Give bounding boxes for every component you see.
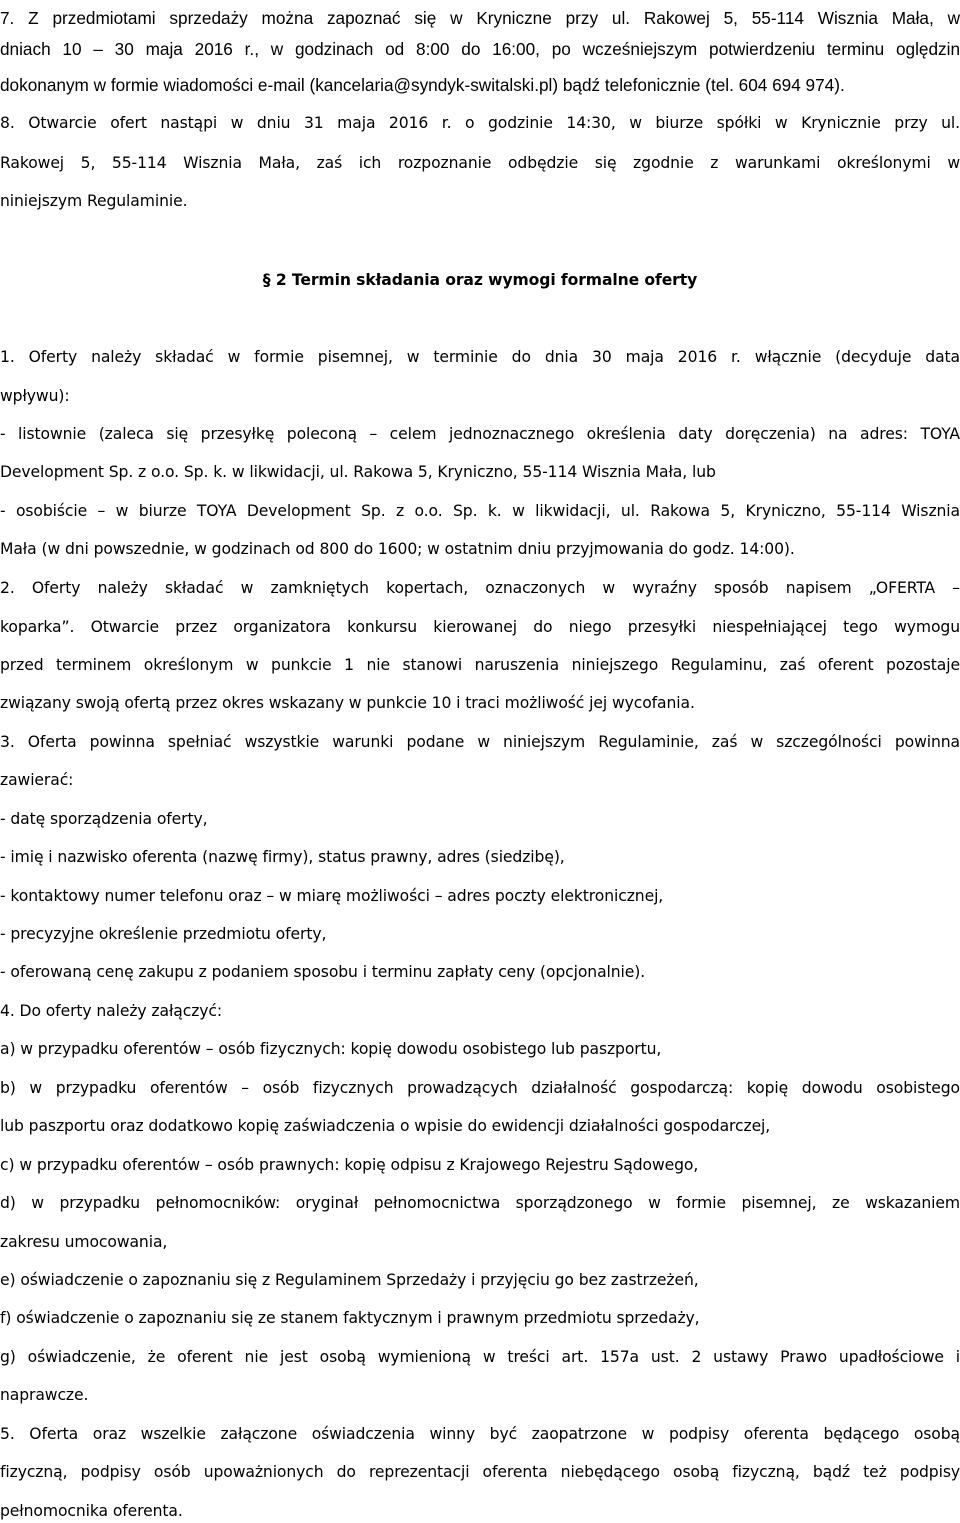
item-1-line-1: 1. Oferty należy składać w formie pisemnej, w terminie do dnia 30 maja 2016 r. włącznie (decyduje data — [0, 348, 960, 366]
item-2-line-2: koparka”. Otwarcie przez organizatora konkursu kierowanej do niego przesyłki niespełniającej tego wymogu — [0, 618, 960, 636]
item-2-line-1: 2. Oferty należy składać w zamkniętych kopertach, oznaczonych w wyraźny sposób napisem „OFERTA – — [0, 579, 960, 597]
item-3-bullet-1: - datę sporządzenia oferty, — [0, 810, 208, 828]
item-1-line-3: - listownie (zaleca się przesyłkę poleconą – celem jednoznacznego określenia daty doręczenia) na adres: TOYA — [0, 425, 960, 443]
item-4-f: f) oświadczenie o zapoznaniu się ze stanem faktycznym i prawnym przedmiotu sprzedaży, — [0, 1309, 700, 1327]
paragraph-7-line-3: dokonanym w formie wiadomości e-mail (kancelaria@syndyk-switalski.pl) bądź telefonicznie (tel. 604 694 974). — [0, 75, 845, 95]
item-4-e: e) oświadczenie o zapoznaniu się z Regulaminem Sprzedaży i przyjęciu go bez zastrzeżeń, — [0, 1271, 699, 1289]
item-3-bullet-3: - kontaktowy numer telefonu oraz – w miarę możliwości – adres poczty elektronicznej, — [0, 887, 664, 905]
paragraph-8-line-3: niniejszym Regulaminie. — [0, 192, 188, 210]
item-3-line-1: 3. Oferta powinna spełniać wszystkie warunki podane w niniejszym Regulaminie, zaś w szczególności powinna — [0, 733, 960, 751]
item-4-d-line-2: zakresu umocowania, — [0, 1233, 168, 1251]
item-4-b-line-1: b) w przypadku oferentów – osób fizycznych prowadzących działalność gospodarczą: kopię dowodu osobistego — [0, 1079, 960, 1097]
paragraph-7-line-2: dniach 10 – 30 maja 2016 r., w godzinach od 8:00 do 16:00, po wcześniejszym potwierdzeniu terminu oględzin — [0, 39, 960, 59]
item-3-bullet-2: - imię i nazwisko oferenta (nazwę firmy), status prawny, adres (siedzibę), — [0, 848, 565, 866]
item-2-line-4: związany swoją ofertą przez okres wskazany w punkcie 10 i traci możliwość jej wycofania. — [0, 694, 695, 712]
paragraph-8-line-1: 8. Otwarcie ofert nastąpi w dniu 31 maja 2016 r. o godzinie 14:30, w biurze spółki w Krynicznie przy ul. — [0, 114, 960, 132]
item-5-line-1: 5. Oferta oraz wszelkie załączone oświadczenia winny być zaopatrzone w podpisy oferenta będącego osobą — [0, 1425, 960, 1443]
item-1-line-5: - osobiście – w biurze TOYA Development Sp. z o.o. Sp. k. w likwidacji, ul. Rakowa 5, Kryniczno, 55-114 Wisznia — [0, 502, 960, 520]
item-1-line-4: Development Sp. z o.o. Sp. k. w likwidacji, ul. Rakowa 5, Kryniczno, 55-114 Wisznia Mała, lub — [0, 463, 716, 481]
item-4-line-1: 4. Do oferty należy załączyć: — [0, 1002, 223, 1020]
item-5-line-2: fizyczną, podpisy osób upoważnionych do reprezentacji oferenta niebędącego osobą fizyczną, bądź też podpisy — [0, 1463, 960, 1481]
paragraph-7-line-1: 7. Z przedmiotami sprzedaży można zapoznać się w Kryniczne przy ul. Rakowej 5, 55-114 Wisznia Mała, w — [0, 8, 960, 28]
section-heading: § 2 Termin składania oraz wymogi formalne oferty — [262, 271, 698, 289]
item-3-line-2: zawierać: — [0, 771, 74, 789]
paragraph-8-line-2: Rakowej 5, 55-114 Wisznia Mała, zaś ich rozpoznanie odbędzie się zgodnie z warunkami określonymi w — [0, 154, 960, 172]
item-4-b-line-2: lub paszportu oraz dodatkowo kopię zaświadczenia o wpisie do ewidencji działalności gospodarczej, — [0, 1117, 771, 1135]
item-1-line-6: Mała (w dni powszednie, w godzinach od 800 do 1600; w ostatnim dniu przyjmowania do godz. 14:00). — [0, 540, 795, 558]
item-5-line-3: pełnomocnika oferenta. — [0, 1502, 183, 1520]
item-4-g-line-1: g) oświadczenie, że oferent nie jest osobą wymienioną w treści art. 157a ust. 2 ustawy Prawo upadłościowe i — [0, 1348, 960, 1366]
item-4-d-line-1: d) w przypadku pełnomocników: oryginał pełnomocnictwa sporządzonego w formie pisemnej, ze wskazaniem — [0, 1194, 960, 1212]
item-3-bullet-5: - oferowaną cenę zakupu z podaniem sposobu i terminu zapłaty ceny (opcjonalnie). — [0, 963, 646, 981]
item-4-g-line-2: naprawcze. — [0, 1386, 89, 1404]
item-4-c: c) w przypadku oferentów – osób prawnych: kopię odpisu z Krajowego Rejestru Sądowego, — [0, 1156, 699, 1174]
item-1-line-2: wpływu): — [0, 387, 70, 405]
item-3-bullet-4: - precyzyjne określenie przedmiotu oferty, — [0, 925, 327, 943]
item-4-a: a) w przypadku oferentów – osób fizycznych: kopię dowodu osobistego lub paszportu, — [0, 1040, 662, 1058]
item-2-line-3: przed terminem określonym w punkcie 1 nie stanowi naruszenia niniejszego Regulaminu, zaś oferent pozostaje — [0, 656, 960, 674]
